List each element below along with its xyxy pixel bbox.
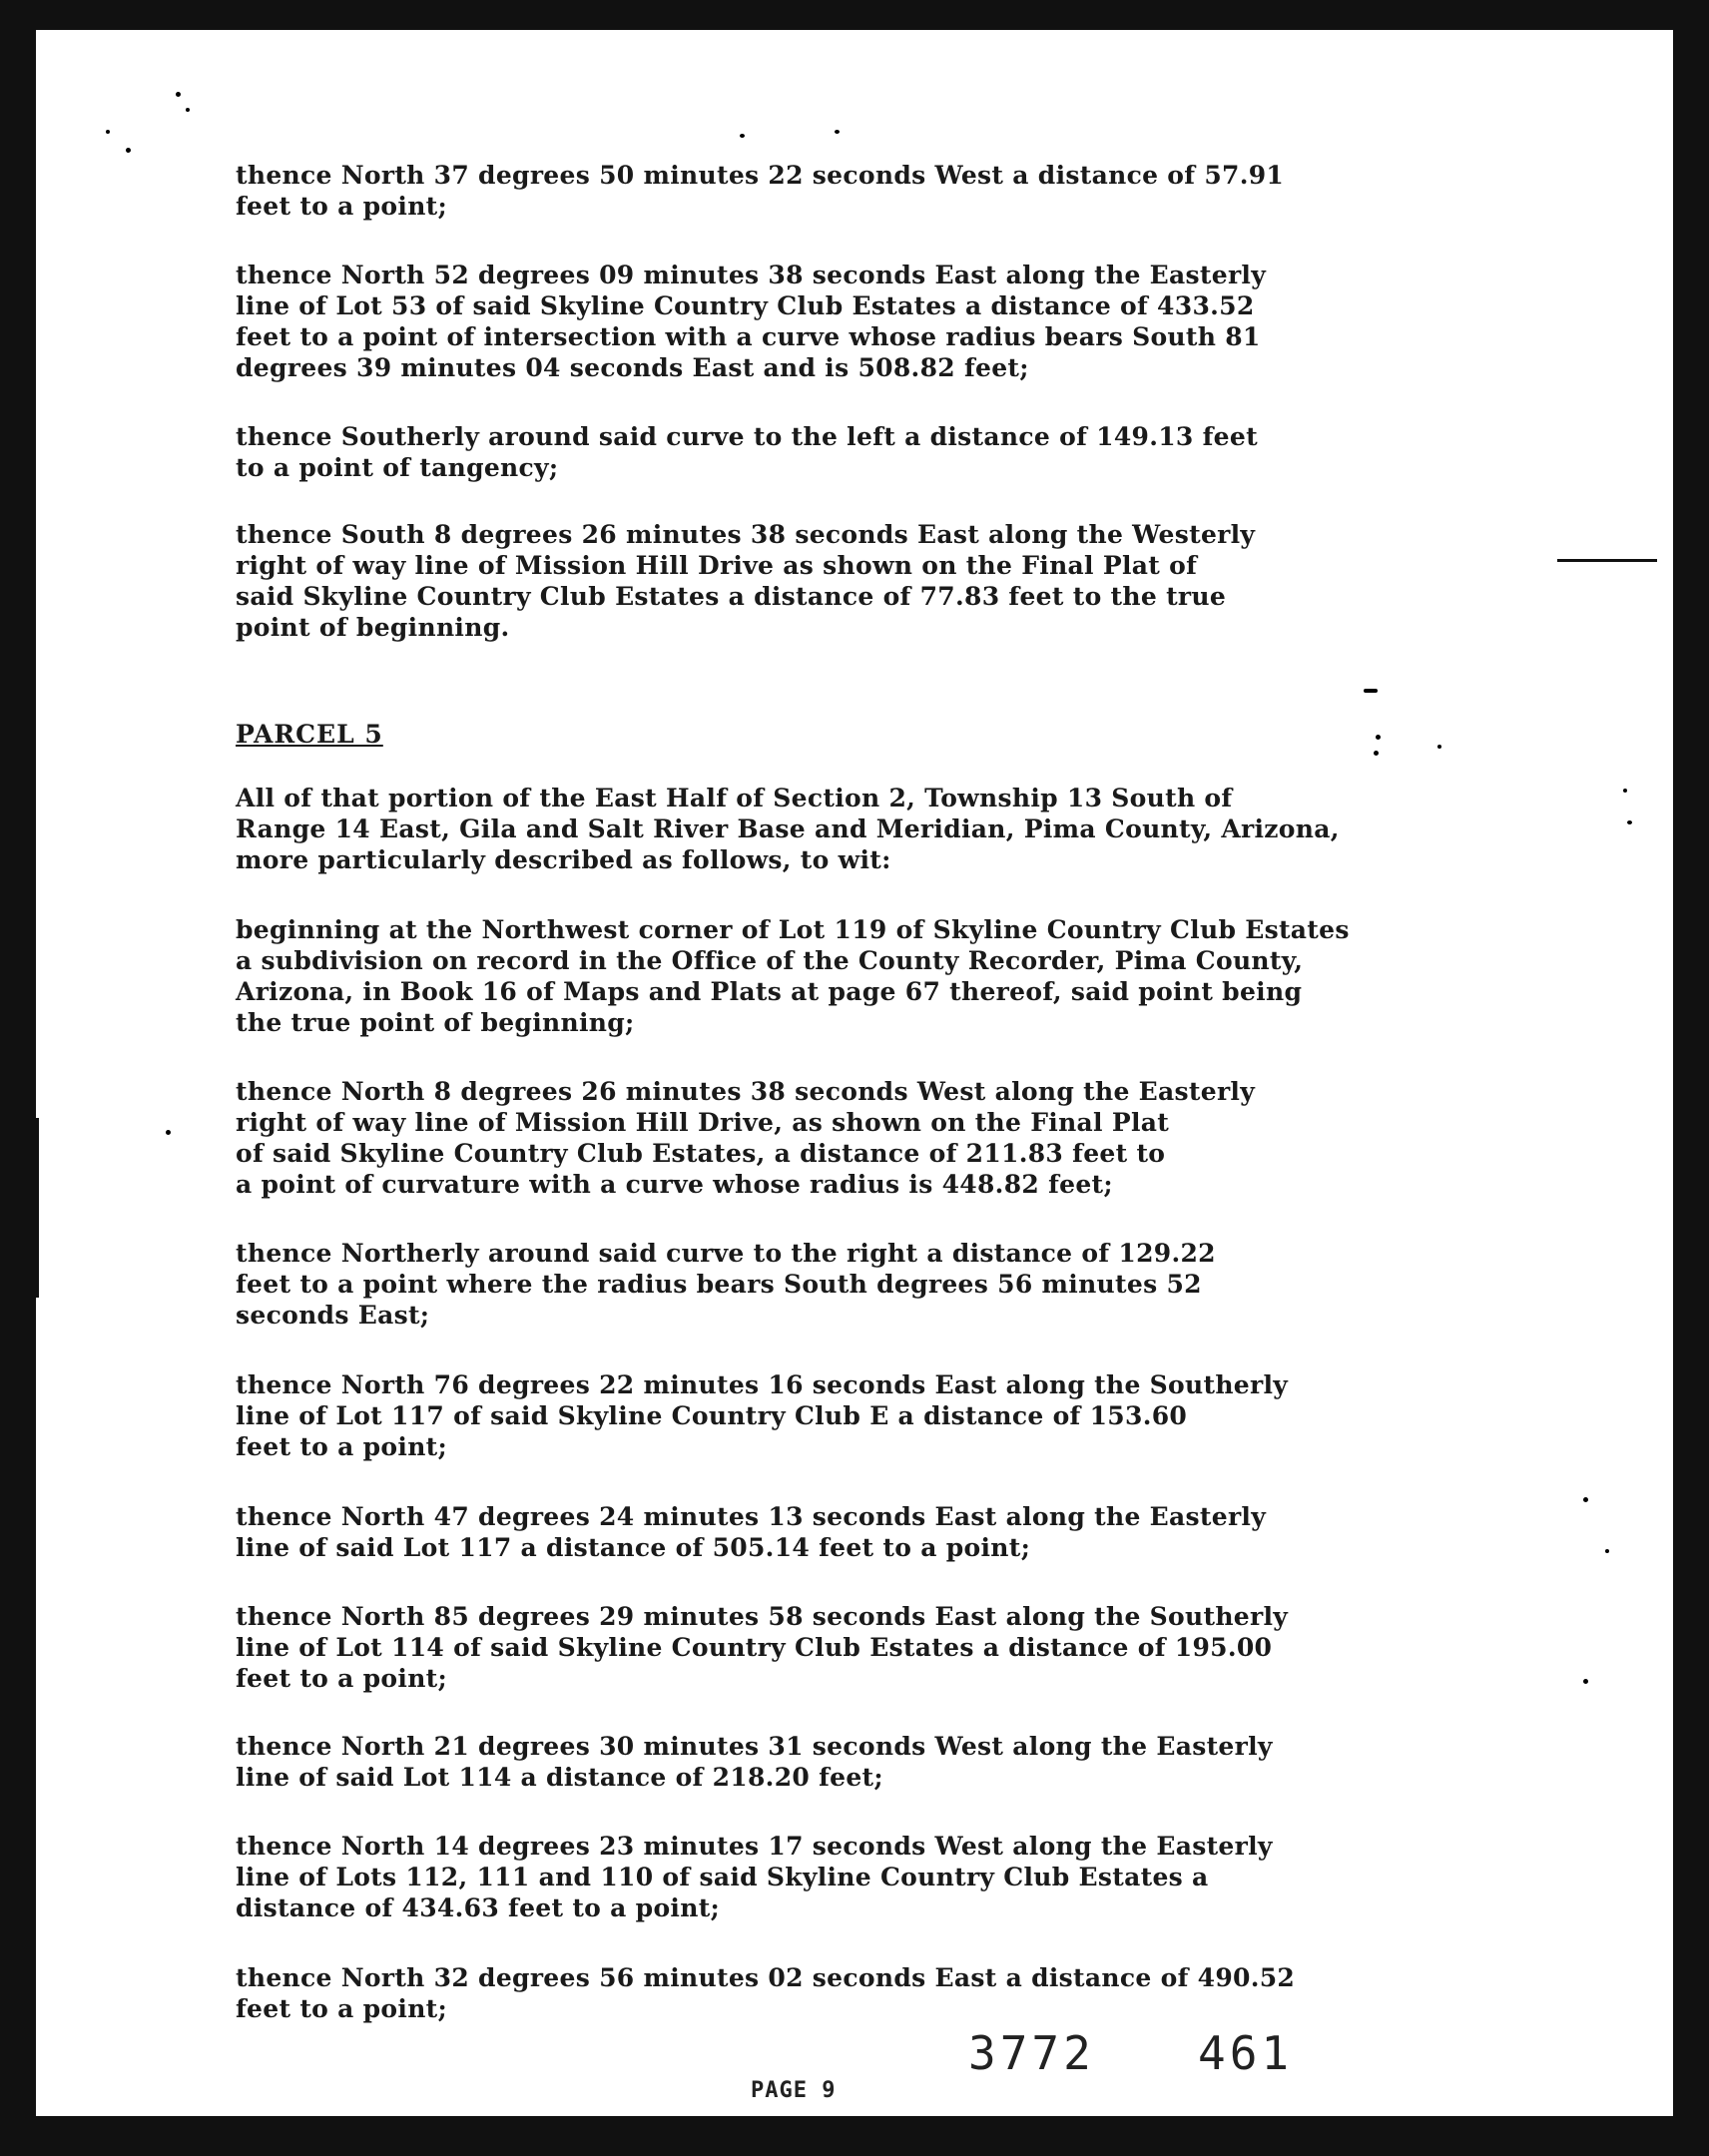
recording-stamp-page: 461 bbox=[1198, 2026, 1294, 2080]
recording-stamp-book: 3772 bbox=[968, 2026, 1095, 2080]
scan-speck bbox=[1605, 1549, 1609, 1553]
legal-paragraph: thence North 52 degrees 09 minutes 38 seconds East along the Easterly line of Lot 53 of said Skyline Country Club Estates a distance of 433.52 feet to a point of intersection with a curve whose radius bears South 81 degrees 39 minutes 04 seconds East and is 508.82 feet; bbox=[236, 261, 1267, 382]
scan-speck bbox=[1583, 1679, 1588, 1684]
scan-speck bbox=[1583, 1497, 1588, 1502]
scan-speck bbox=[166, 1130, 171, 1135]
scan-speck bbox=[126, 148, 131, 153]
legal-paragraph: thence North 76 degrees 22 minutes 16 seconds East along the Southerly line of Lot 117 of said Skyline Country Club E a distance of 153.60 feet to a point; bbox=[236, 1370, 1289, 1461]
legal-paragraph: thence South 8 degrees 26 minutes 38 seconds East along the Westerly right of way line of Mission Hill Drive as shown on the Final Plat of said Skyline Country Club Estates a distance of 77.83 feet to the true point of beginning. bbox=[236, 520, 1256, 642]
scan-speck bbox=[740, 134, 745, 138]
scan-speck bbox=[1374, 751, 1379, 756]
legal-paragraph: thence Southerly around said curve to the left a distance of 149.13 feet to a point of tangency; bbox=[236, 422, 1258, 482]
scan-speck bbox=[835, 130, 840, 134]
scan-speck bbox=[1623, 789, 1627, 793]
legal-paragraph: All of that portion of the East Half of Section 2, Township 13 South of Range 14 East, Gila and Salt River Base and Meridian, Pima County, Arizona, more particularly described as follows, to wit: bbox=[236, 784, 1340, 874]
section-heading: PARCEL 5 bbox=[236, 720, 383, 749]
scan-noise bbox=[36, 1118, 39, 1298]
page-number: PAGE 9 bbox=[751, 2078, 837, 2103]
legal-paragraph: thence North 85 degrees 29 minutes 58 seconds East along the Southerly line of Lot 114 of said Skyline Country Club Estates a distance of 195.00 feet to a point; bbox=[236, 1602, 1289, 1693]
scan-speck bbox=[1437, 745, 1441, 749]
scan-speck bbox=[106, 130, 110, 134]
legal-paragraph: thence North 8 degrees 26 minutes 38 seconds West along the Easterly right of way line of Mission Hill Drive, as shown on the Final Plat of said Skyline Country Club Estates, a distance of 211.83 feet to a point of curvature with a curve whose radius is 448.82 feet; bbox=[236, 1077, 1256, 1199]
scan-noise bbox=[1557, 559, 1657, 562]
legal-paragraph: thence North 37 degrees 50 minutes 22 seconds West a distance of 57.91 feet to a point; bbox=[236, 161, 1285, 221]
scan-speck bbox=[1364, 689, 1378, 693]
legal-paragraph: thence Northerly around said curve to the right a distance of 129.22 feet to a point where the radius bears South degrees 56 minutes 52 seconds East; bbox=[236, 1239, 1216, 1330]
legal-paragraph: beginning at the Northwest corner of Lot 119 of Skyline Country Club Estates a subdivision on record in the Office of the County Recorder, Pima County, Arizona, in Book 16 of Maps and Plats at page 67 thereof, said point being the true point of beginning; bbox=[236, 915, 1350, 1037]
scan-speck bbox=[176, 92, 181, 97]
legal-paragraph: thence North 32 degrees 56 minutes 02 seconds East a distance of 490.52 feet to a point; bbox=[236, 1963, 1296, 2023]
scan-speck bbox=[1376, 735, 1381, 740]
scan-speck bbox=[186, 108, 190, 112]
legal-paragraph: thence North 47 degrees 24 minutes 13 seconds East along the Easterly line of said Lot 117 a distance of 505.14 feet to a point; bbox=[236, 1502, 1267, 1562]
scan-speck bbox=[1627, 820, 1632, 824]
legal-paragraph: thence North 14 degrees 23 minutes 17 seconds West along the Easterly line of Lots 112, 111 and 110 of said Skyline Country Club Estates a distance of 434.63 feet to a point; bbox=[236, 1832, 1273, 1922]
legal-paragraph: thence North 21 degrees 30 minutes 31 seconds West along the Easterly line of said Lot 114 a distance of 218.20 feet; bbox=[236, 1732, 1273, 1792]
